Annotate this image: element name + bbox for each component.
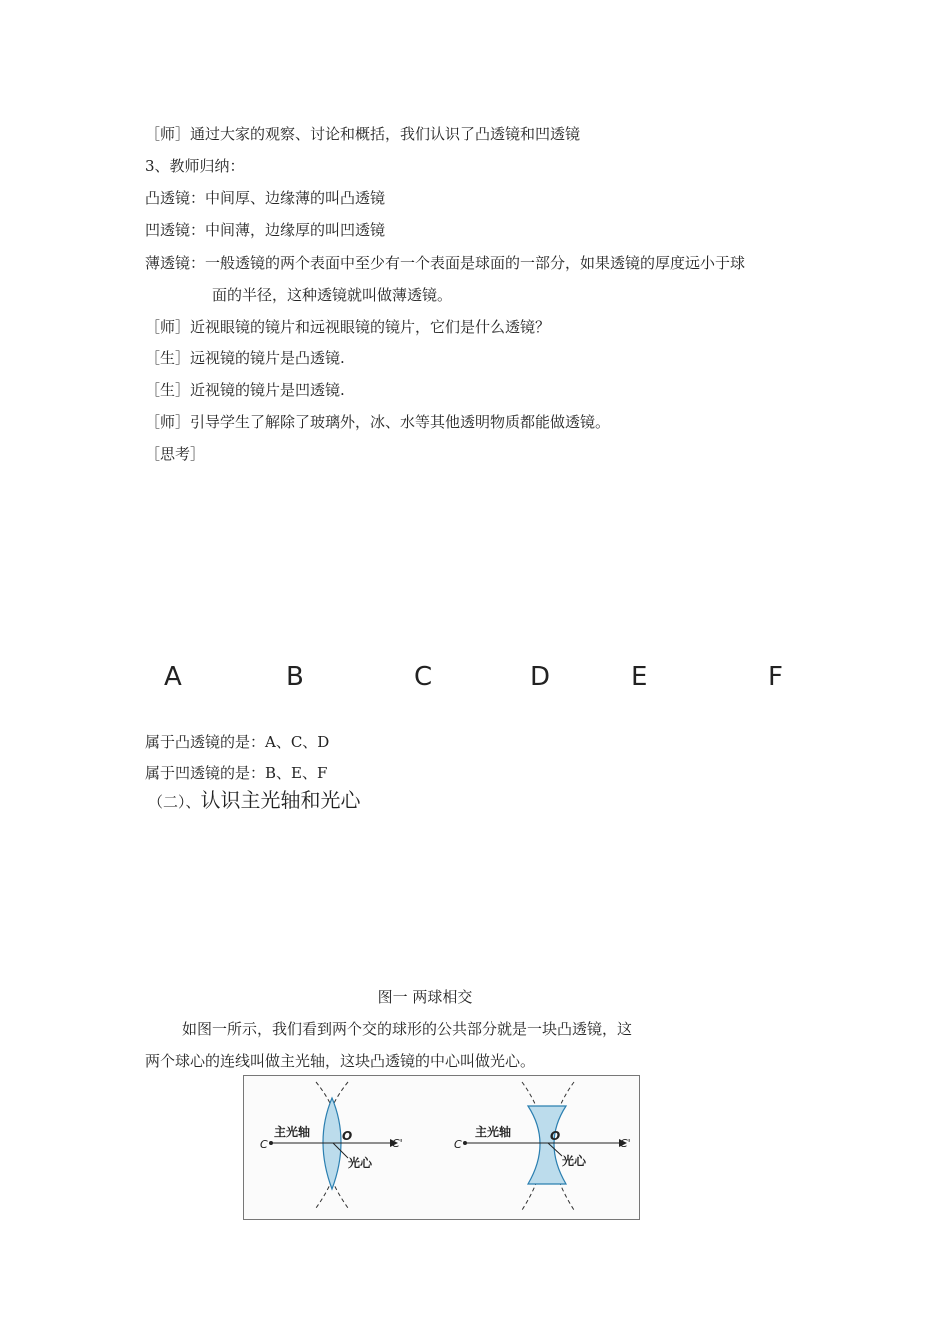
lens-letter-row (0, 662, 950, 696)
concave-lens-diagram (454, 1082, 631, 1210)
paragraph-line-2: 两个球心的连线叫做主光轴，这块凸透镜的中心叫做光心。 (145, 1052, 536, 1070)
convex-lens-diagram (260, 1082, 403, 1208)
convex-o-label: O (342, 1129, 353, 1143)
concave-optical-center-label: 光心 (562, 1154, 587, 1168)
concave-c-label: C (454, 1138, 462, 1151)
answer-convex: 属于凸透镜的是：A、C、D (145, 733, 330, 751)
paragraph-line-1: 如图一所示，我们看到两个交的球形的公共部分就是一块凸透镜，这 (182, 1020, 633, 1038)
lens-letter-e: E (631, 662, 648, 692)
convex-optical-center-label: 光心 (348, 1156, 373, 1170)
lens-letter-d: D (530, 662, 551, 692)
section-title: 认识主光轴和光心 (200, 788, 361, 812)
concave-c-prime-label: C' (620, 1137, 631, 1150)
figure-caption: 图一 两球相交 (377, 988, 473, 1006)
lens-letter-a: A (164, 662, 182, 692)
lens-figure (243, 1075, 640, 1220)
lens-letter-c: C (414, 662, 433, 692)
convex-c-prime-label: C' (392, 1137, 403, 1150)
concave-sphere-arc-right (552, 1082, 574, 1210)
text-line-8: ［生］远视镜的镜片是凸透镜. (145, 349, 345, 367)
text-line-1: ［师］通过大家的观察、讨论和概括，我们认识了凸透镜和凹透镜 (145, 125, 581, 143)
concave-axis-label: 主光轴 (475, 1125, 512, 1139)
convex-center-c (269, 1141, 273, 1145)
answer-concave: 属于凹透镜的是：B、E、F (145, 764, 328, 782)
convex-c-label: C (260, 1138, 268, 1151)
text-line-3: 凸透镜：中间厚、边缘薄的叫凸透镜 (145, 189, 386, 207)
text-line-2: 3、教师归纳： (145, 157, 245, 175)
text-line-10: ［师］引导学生了解除了玻璃外，冰、水等其他透明物质都能做透镜。 (145, 413, 611, 431)
text-line-9: ［生］近视镜的镜片是凹透镜. (145, 381, 345, 399)
section-prefix: （二）、 (148, 793, 201, 811)
text-line-11: ［思考］ (145, 445, 206, 463)
section-heading (148, 787, 361, 815)
lens-diagram (244, 1076, 639, 1219)
text-line-7: ［师］近视眼镜的镜片和远视眼镜的镜片，它们是什么透镜？ (145, 318, 551, 336)
concave-o-label: O (550, 1129, 561, 1143)
text-line-4: 凹透镜：中间薄，边缘厚的叫凹透镜 (145, 221, 386, 239)
text-line-6: 面的半径，这种透镜就叫做薄透镜。 (212, 286, 453, 304)
lens-letter-b: B (286, 662, 304, 692)
concave-lens-shape (528, 1106, 566, 1184)
convex-axis-label: 主光轴 (274, 1125, 311, 1139)
text-line-5: 薄透镜：一般透镜的两个表面中至少有一个表面是球面的一部分，如果透镜的厚度远小于球 (145, 254, 746, 272)
concave-center-c (463, 1141, 467, 1145)
lens-letter-f: F (768, 662, 783, 692)
